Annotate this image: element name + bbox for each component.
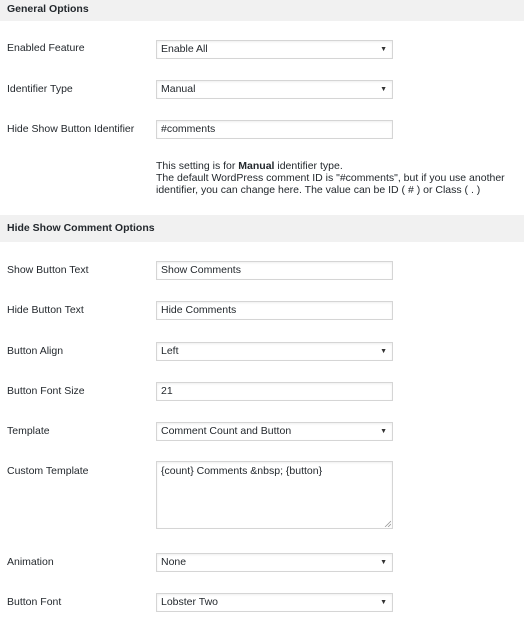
chevron-down-icon: ▼	[380, 46, 387, 53]
custom-template-label: Custom Template	[7, 465, 89, 477]
resize-grip-icon[interactable]	[384, 520, 391, 527]
custom-template-textarea[interactable]	[156, 461, 393, 529]
enabled-feature-value: Enable All	[161, 43, 208, 55]
hide-text-label: Hide Button Text	[7, 304, 84, 316]
animation-select[interactable]	[156, 553, 393, 572]
identifier-type-select[interactable]	[156, 80, 393, 99]
button-font-value: Lobster Two	[161, 596, 219, 608]
identifier-description	[156, 160, 516, 196]
template-label: Template	[7, 425, 50, 437]
chevron-down-icon: ▼	[380, 348, 387, 355]
animation-label: Animation	[7, 556, 54, 568]
description-line-2: The default WordPress comment ID is "#comments", but if you use another	[156, 172, 505, 184]
description-text: This setting is for	[156, 160, 239, 172]
template-value: Comment Count and Button	[161, 425, 292, 437]
show-text-label: Show Button Text	[7, 264, 89, 276]
general-options-header: General Options	[0, 0, 524, 21]
font-size-label: Button Font Size	[7, 385, 85, 397]
button-font-label: Button Font	[7, 596, 62, 608]
identifier-input[interactable]	[156, 120, 393, 139]
hide-text-input[interactable]	[156, 301, 393, 320]
font-size-input[interactable]	[156, 382, 393, 401]
show-text-input[interactable]	[156, 261, 393, 280]
template-select[interactable]	[156, 422, 393, 441]
description-text: identifier type.	[274, 160, 343, 172]
description-line-3: identifier, you can change here. The value can be ID ( # ) or Class ( . )	[156, 184, 481, 196]
description-bold: Manual	[238, 160, 275, 172]
enabled-feature-label: Enabled Feature	[7, 42, 85, 54]
description-line-1	[156, 160, 516, 172]
font-size-value: 21	[161, 385, 173, 397]
enabled-feature-select[interactable]	[156, 40, 393, 59]
identifier-type-value: Manual	[161, 83, 196, 95]
show-text-value: Show Comments	[161, 264, 241, 276]
identifier-value: #comments	[161, 123, 216, 135]
align-label: Button Align	[7, 345, 64, 357]
chevron-down-icon: ▼	[380, 599, 387, 606]
align-select[interactable]	[156, 342, 393, 361]
animation-value: None	[161, 556, 187, 568]
button-font-select[interactable]	[156, 593, 393, 612]
hide-text-value: Hide Comments	[161, 304, 237, 316]
custom-template-value: {count} Comments &nbsp; {button}	[161, 465, 323, 477]
chevron-down-icon: ▼	[380, 559, 387, 566]
hide-show-options-header: Hide Show Comment Options	[0, 215, 524, 242]
identifier-label: Hide Show Button Identifier	[7, 123, 135, 135]
identifier-type-label: Identifier Type	[7, 83, 73, 95]
chevron-down-icon: ▼	[380, 428, 387, 435]
align-value: Left	[161, 345, 179, 357]
chevron-down-icon: ▼	[380, 86, 387, 93]
